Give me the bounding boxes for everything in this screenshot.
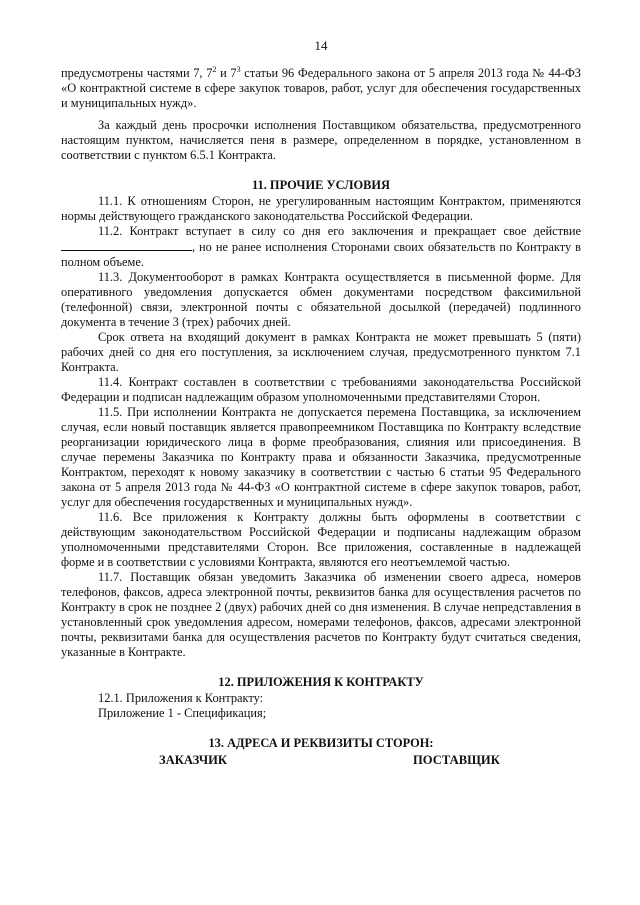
text-fragment: статьи 96 Федерального закона от 5 апреля 2013 года № 44-ФЗ «О контрактной системе в сфере закупок товаров, работ, услуг для обеспечения государственных и муниципальных нужд».: [61, 66, 582, 110]
paragraph-penalty-delay: За каждый день просрочки исполнения Поставщиком обязательства, предусмотренного настоящим пунктом, начисляется пеня в размере, определенном в порядке, установленном в соответствии с пунктом 6.5.1 Контракта.: [61, 118, 581, 162]
section-13-title: 13. АДРЕСА И РЕКВИЗИТЫ СТОРОН:: [208, 736, 434, 750]
text-fragment: 11.2. Контракт вступает в силу со дня его заключения и прекращает свое действие: [98, 224, 581, 238]
clause-12-1: 12.1. Приложения к Контракту:: [98, 691, 264, 705]
superscript: 3: [236, 64, 241, 74]
blank-fill-line: [61, 239, 192, 251]
section-11-title: 11. ПРОЧИЕ УСЛОВИЯ: [252, 178, 390, 192]
text-fragment: и 7: [216, 66, 237, 80]
clause-11-7: 11.7. Поставщик обязан уведомить Заказчика об изменении своего адреса, номеров телефонов, факсов, адреса электронной почты, реквизитов банка для осуществления расчетов по Контракту в срок не позднее 2 (двух) рабочих дней со дня изменения. В случае непредставления в установленный срок уведомления адресом, номерами телефонов, факсов, адресами электронной почты, реквизитами банка для осуществления расчетов по Контракту будут считаться сведения, указанные в Контракте.: [61, 570, 581, 659]
text-fragment: предусмотрены частями 7, 7: [61, 66, 213, 80]
clause-11-3-response-term: Срок ответа на входящий документ в рамках Контракта не может превышать 5 (пяти) рабочих дней со дня его поступления, за исключением случая, предусмотренного пунктом 7.1 Контракта.: [61, 330, 581, 374]
attachment-item: Приложение 1 - Спецификация;: [98, 706, 267, 720]
section-12-title: 12. ПРИЛОЖЕНИЯ К КОНТРАКТУ: [218, 675, 424, 689]
supplier-label: ПОСТАВЩИК: [413, 753, 500, 767]
superscript: 2: [212, 64, 217, 74]
clause-11-6: 11.6. Все приложения к Контракту должны быть оформлены в соответствии с действующим законодательством Российской Федерации и подписаны надлежащим образом уполномоченными представителями Сторон. Все приложения, составленные в надлежащей форме и в соответствии с условиями Контракта, являются его неотъемлемой частью.: [61, 510, 581, 569]
clause-11-5: 11.5. При исполнении Контракта не допускается перемена Поставщика, за исключением случая, если новый поставщик является правопреемником Поставщика по Контракту вследствие реорганизации юридического лица в форме преобразования, слияния или присоединения. В случае перемены Заказчика по Контракту права и обязанности Заказчика, предусмотренные Контрактом, переходят к новому заказчику в соответствии с частью 6 статьи 95 Федерального закона от 5 апреля 2013 года № 44-ФЗ «О контрактной системе в сфере закупок товаров, работ, услуг для обеспечения государственных и муниципальных нужд».: [61, 405, 581, 509]
customer-label: ЗАКАЗЧИК: [159, 753, 227, 767]
paragraph-penalty-parts: [61, 66, 581, 111]
clause-11-3: 11.3. Документооборот в рамках Контракта осуществляется в письменной форме. Для оперативного уведомления допускается обмен документами посредством факсимильной (телефонной) связи, электронной почты с обязательной досылкой (передачей) подлинного документа в течение 3 (трех) рабочих дней.: [61, 270, 581, 329]
page-body: [61, 66, 581, 751]
page-number: 14: [314, 38, 328, 53]
clause-11-4: 11.4. Контракт составлен в соответствии с требованиями законодательства Российской Федерации и подписан надлежащим образом уполномоченными представителями Сторон.: [61, 375, 581, 404]
clause-11-2: [61, 224, 581, 270]
text-fragment: , но не ранее исполнения Сторонами своих обязательств по Контракту в полном объеме.: [61, 240, 581, 269]
clause-11-1: 11.1. К отношениям Сторон, не урегулированным настоящим Контрактом, применяются нормы действующего гражданского законодательства Российской Федерации.: [61, 194, 581, 223]
